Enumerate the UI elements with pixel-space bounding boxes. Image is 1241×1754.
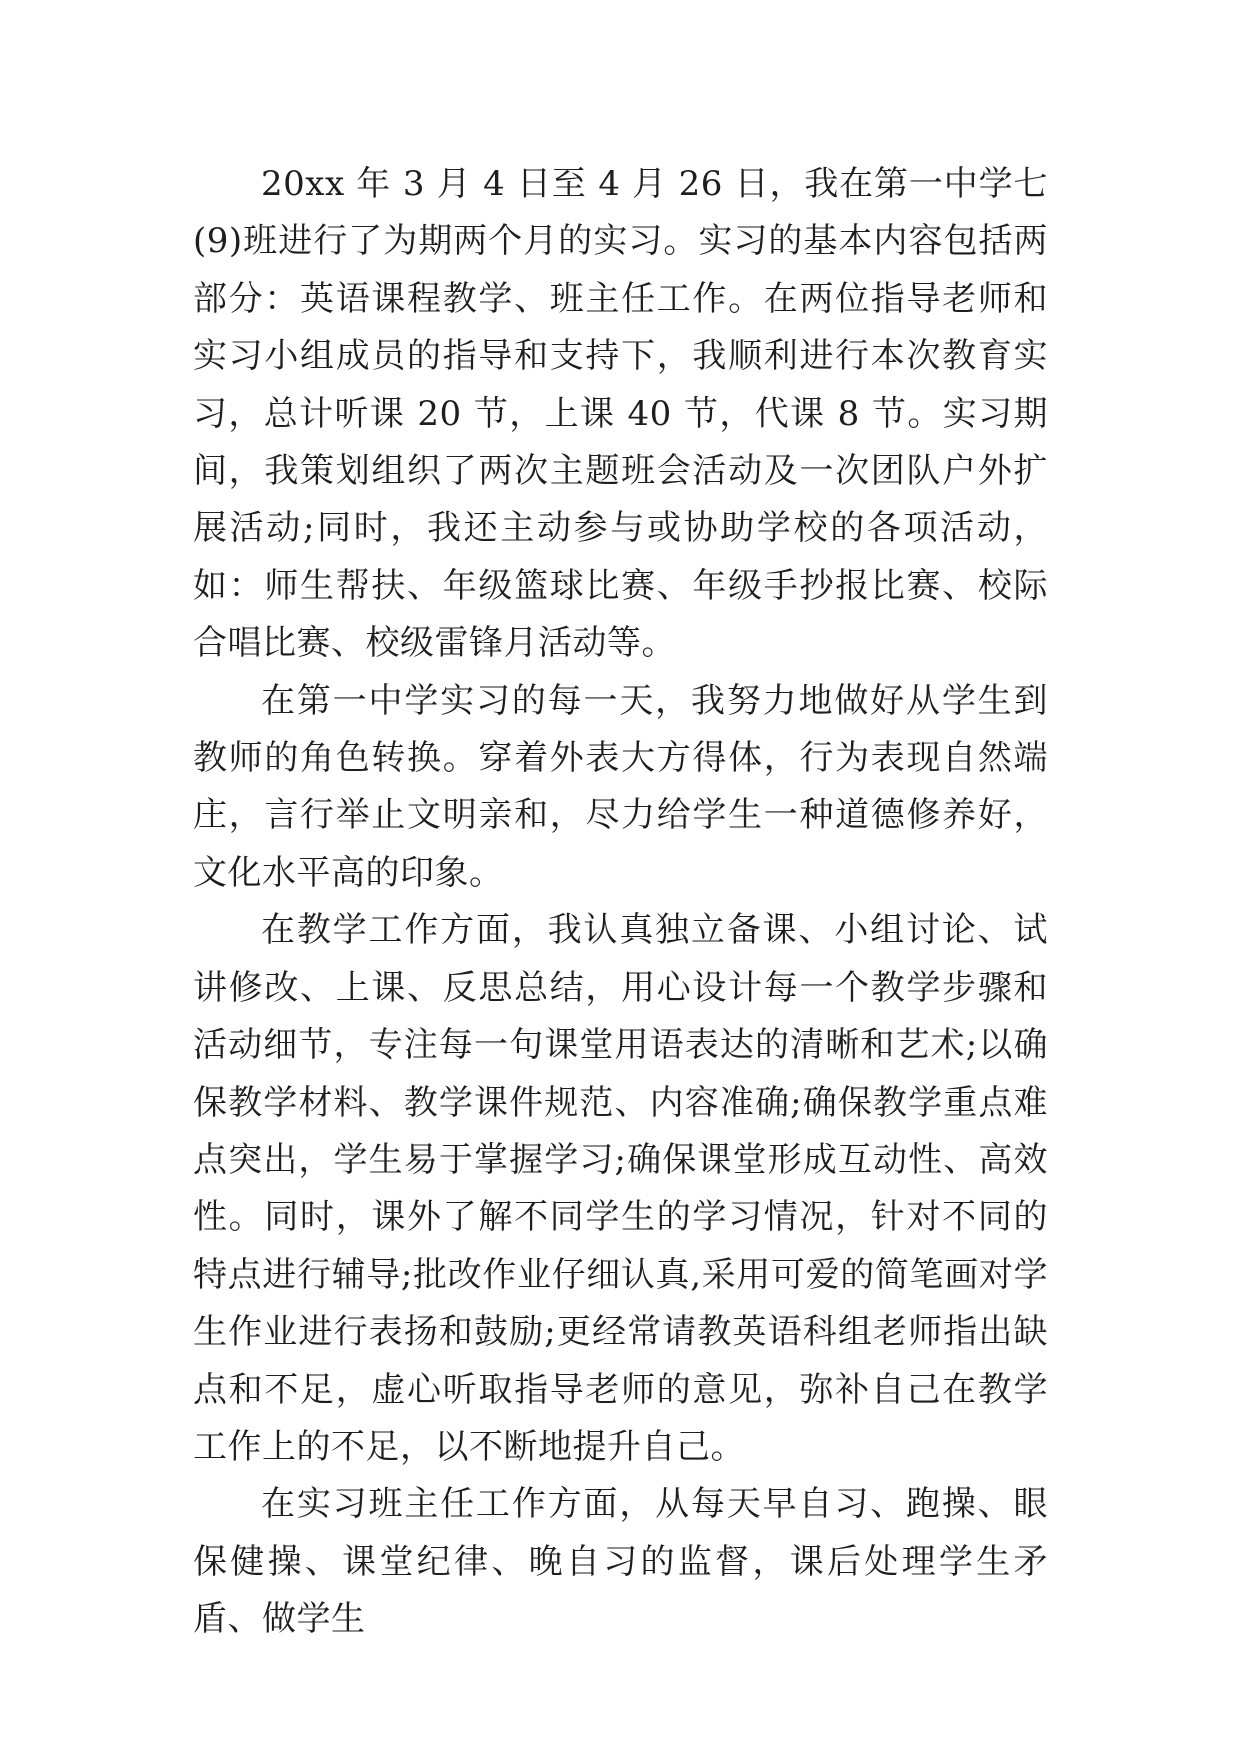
paragraph-internship-overview: 20xx 年 3 月 4 日至 4 月 26 日，我在第一中学七(9)班进行了为期两个月的实习。实习的基本内容包括两部分：英语课程教学、班主任工作。在两位指导老师和实习小组成员的指导和支持下，我顺利进行本次教育实习，总计听课 20 节，上课 40 节，代课 8 节。实习期间，我策划组织了两次主题班会活动及一次团队户外扩展活动;同时，我还主动参与或协助学校的各项活动，如：师生帮扶、年级篮球比赛、年级手抄报比赛、校际合唱比赛、校级雷锋月活动等。: [193, 164, 1048, 664]
document-body: [193, 156, 1048, 1649]
paragraph-teaching-work: 在教学工作方面，我认真独立备课、小组讨论、试讲修改、上课、反思总结，用心设计每一个教学步骤和活动细节，专注每一句课堂用语表达的清晰和艺术;以确保教学材料、教学课件规范、内容准确;确保教学重点难点突出，学生易于掌握学习;确保课堂形成互动性、高效性。同时，课外了解不同学生的学习情况，针对不同的特点进行辅导;批改作业仔细认真,采用可爱的简笔画对学生作业进行表扬和鼓励;更经常请教英语科组老师指出缺点和不足，虚心听取指导老师的意见，弥补自己在教学工作上的不足，以不断地提升自己。: [193, 910, 1048, 1467]
paragraph-role-transition: 在第一中学实习的每一天，我努力地做好从学生到教师的角色转换。穿着外表大方得体，行为表现自然端庄，言行举止文明亲和，尽力给学生一种道德修养好，文化水平高的印象。: [193, 680, 1048, 893]
paragraph-head-teacher-work: 在实习班主任工作方面，从每天早自习、跑操、眼保健操、课堂纪律、晚自习的监督，课后处理学生矛盾、做学生: [193, 1484, 1048, 1640]
